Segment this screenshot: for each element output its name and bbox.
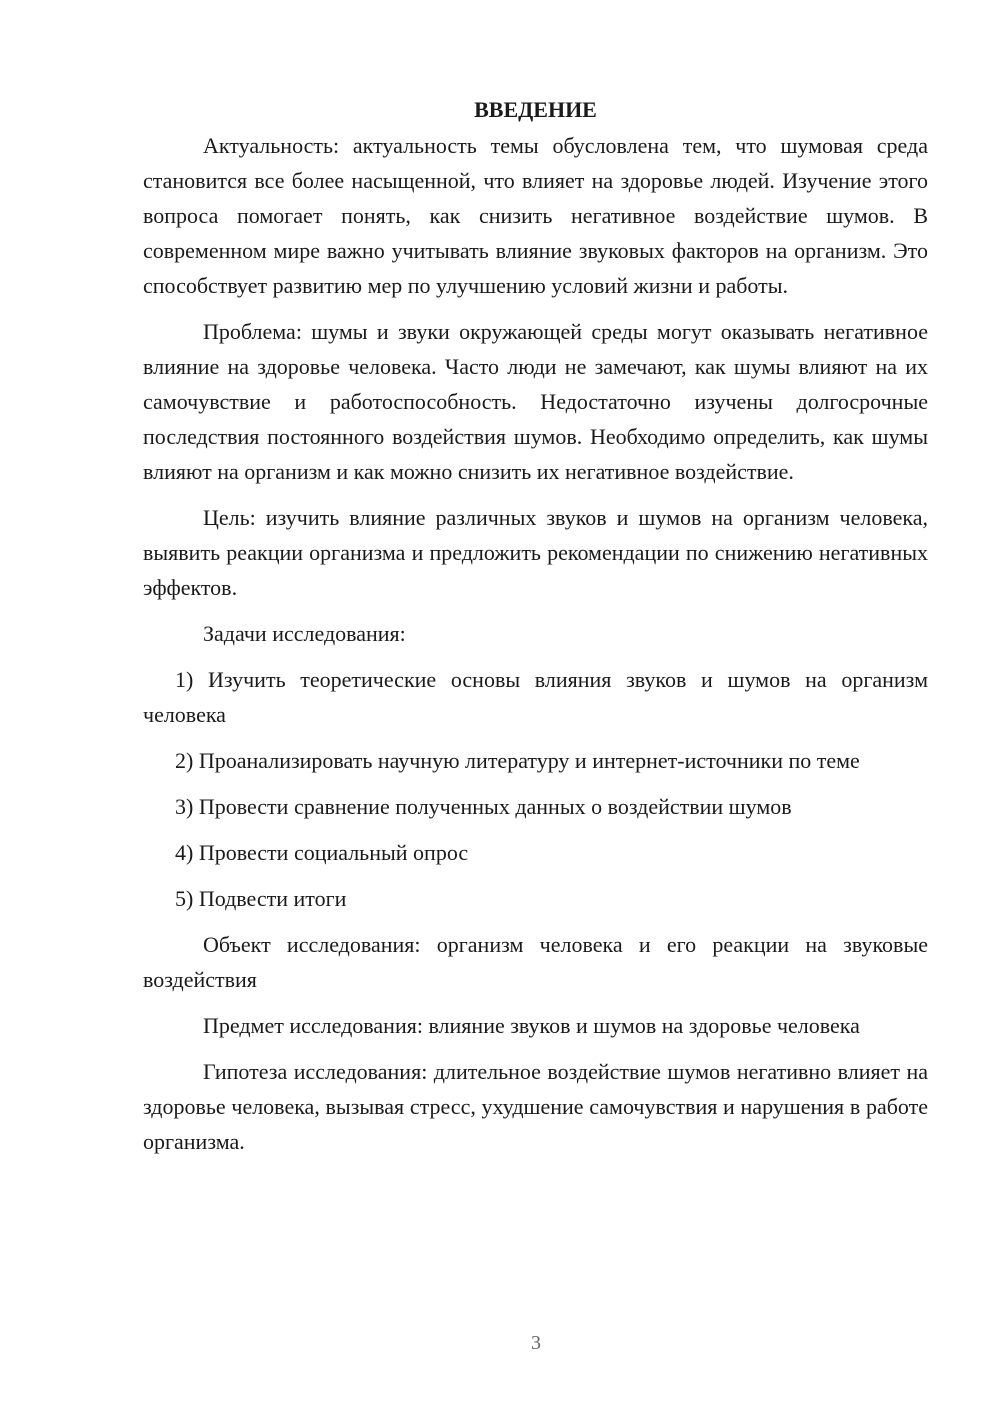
relevance-paragraph: Актуальность: актуальность темы обусловлена тем, что шумовая среда становится все более насыщенной, что влияет на здоровье людей. Изучение этого вопроса помогает понять, как снизить негативное воздействие шумов. В современном мире важно учитывать влияние звуковых факторов на организм. Это способствует развитию мер по улучшению условий жизни и работы.: [143, 133, 928, 298]
tasks-heading: Задачи исследования:: [203, 621, 406, 646]
document-page: [143, 92, 928, 1170]
subject-paragraph: Предмет исследования: влияние звуков и шумов на здоровье человека: [203, 1013, 860, 1038]
task-item-4: 4) Провести социальный опрос: [175, 840, 469, 865]
task-item-2: 2) Проанализировать научную литературу и интернет-источники по теме: [175, 748, 860, 773]
page-number: 3: [531, 1332, 541, 1354]
problem-paragraph: Проблема: шумы и звуки окружающей среды могут оказывать негативное влияние на здоровье человека. Часто люди не замечают, как шумы влияют на их самочувствие и работоспособность. Недостаточно изучены долгосрочные последствия постоянного воздействия шумов. Необходимо определить, как шумы влияют на организм и как можно снизить их негативное воздействие.: [143, 319, 928, 484]
section-heading: ВВЕДЕНИЕ: [474, 97, 597, 122]
task-item-3: 3) Провести сравнение полученных данных о воздействии шумов: [175, 794, 792, 819]
hypothesis-paragraph: Гипотеза исследования: длительное воздействие шумов негативно влияет на здоровье человека, вызывая стресс, ухудшение самочувствия и нарушения в работе организма.: [143, 1059, 928, 1154]
task-item-5: 5) Подвести итоги: [175, 886, 347, 911]
object-paragraph: Объект исследования: организм человека и его реакции на звуковые воздействия: [143, 932, 928, 992]
task-item-1: 1) Изучить теоретические основы влияния звуков и шумов на организм человека: [143, 667, 928, 727]
goal-paragraph: Цель: изучить влияние различных звуков и шумов на организм человека, выявить реакции организма и предложить рекомендации по снижению негативных эффектов.: [143, 505, 928, 600]
